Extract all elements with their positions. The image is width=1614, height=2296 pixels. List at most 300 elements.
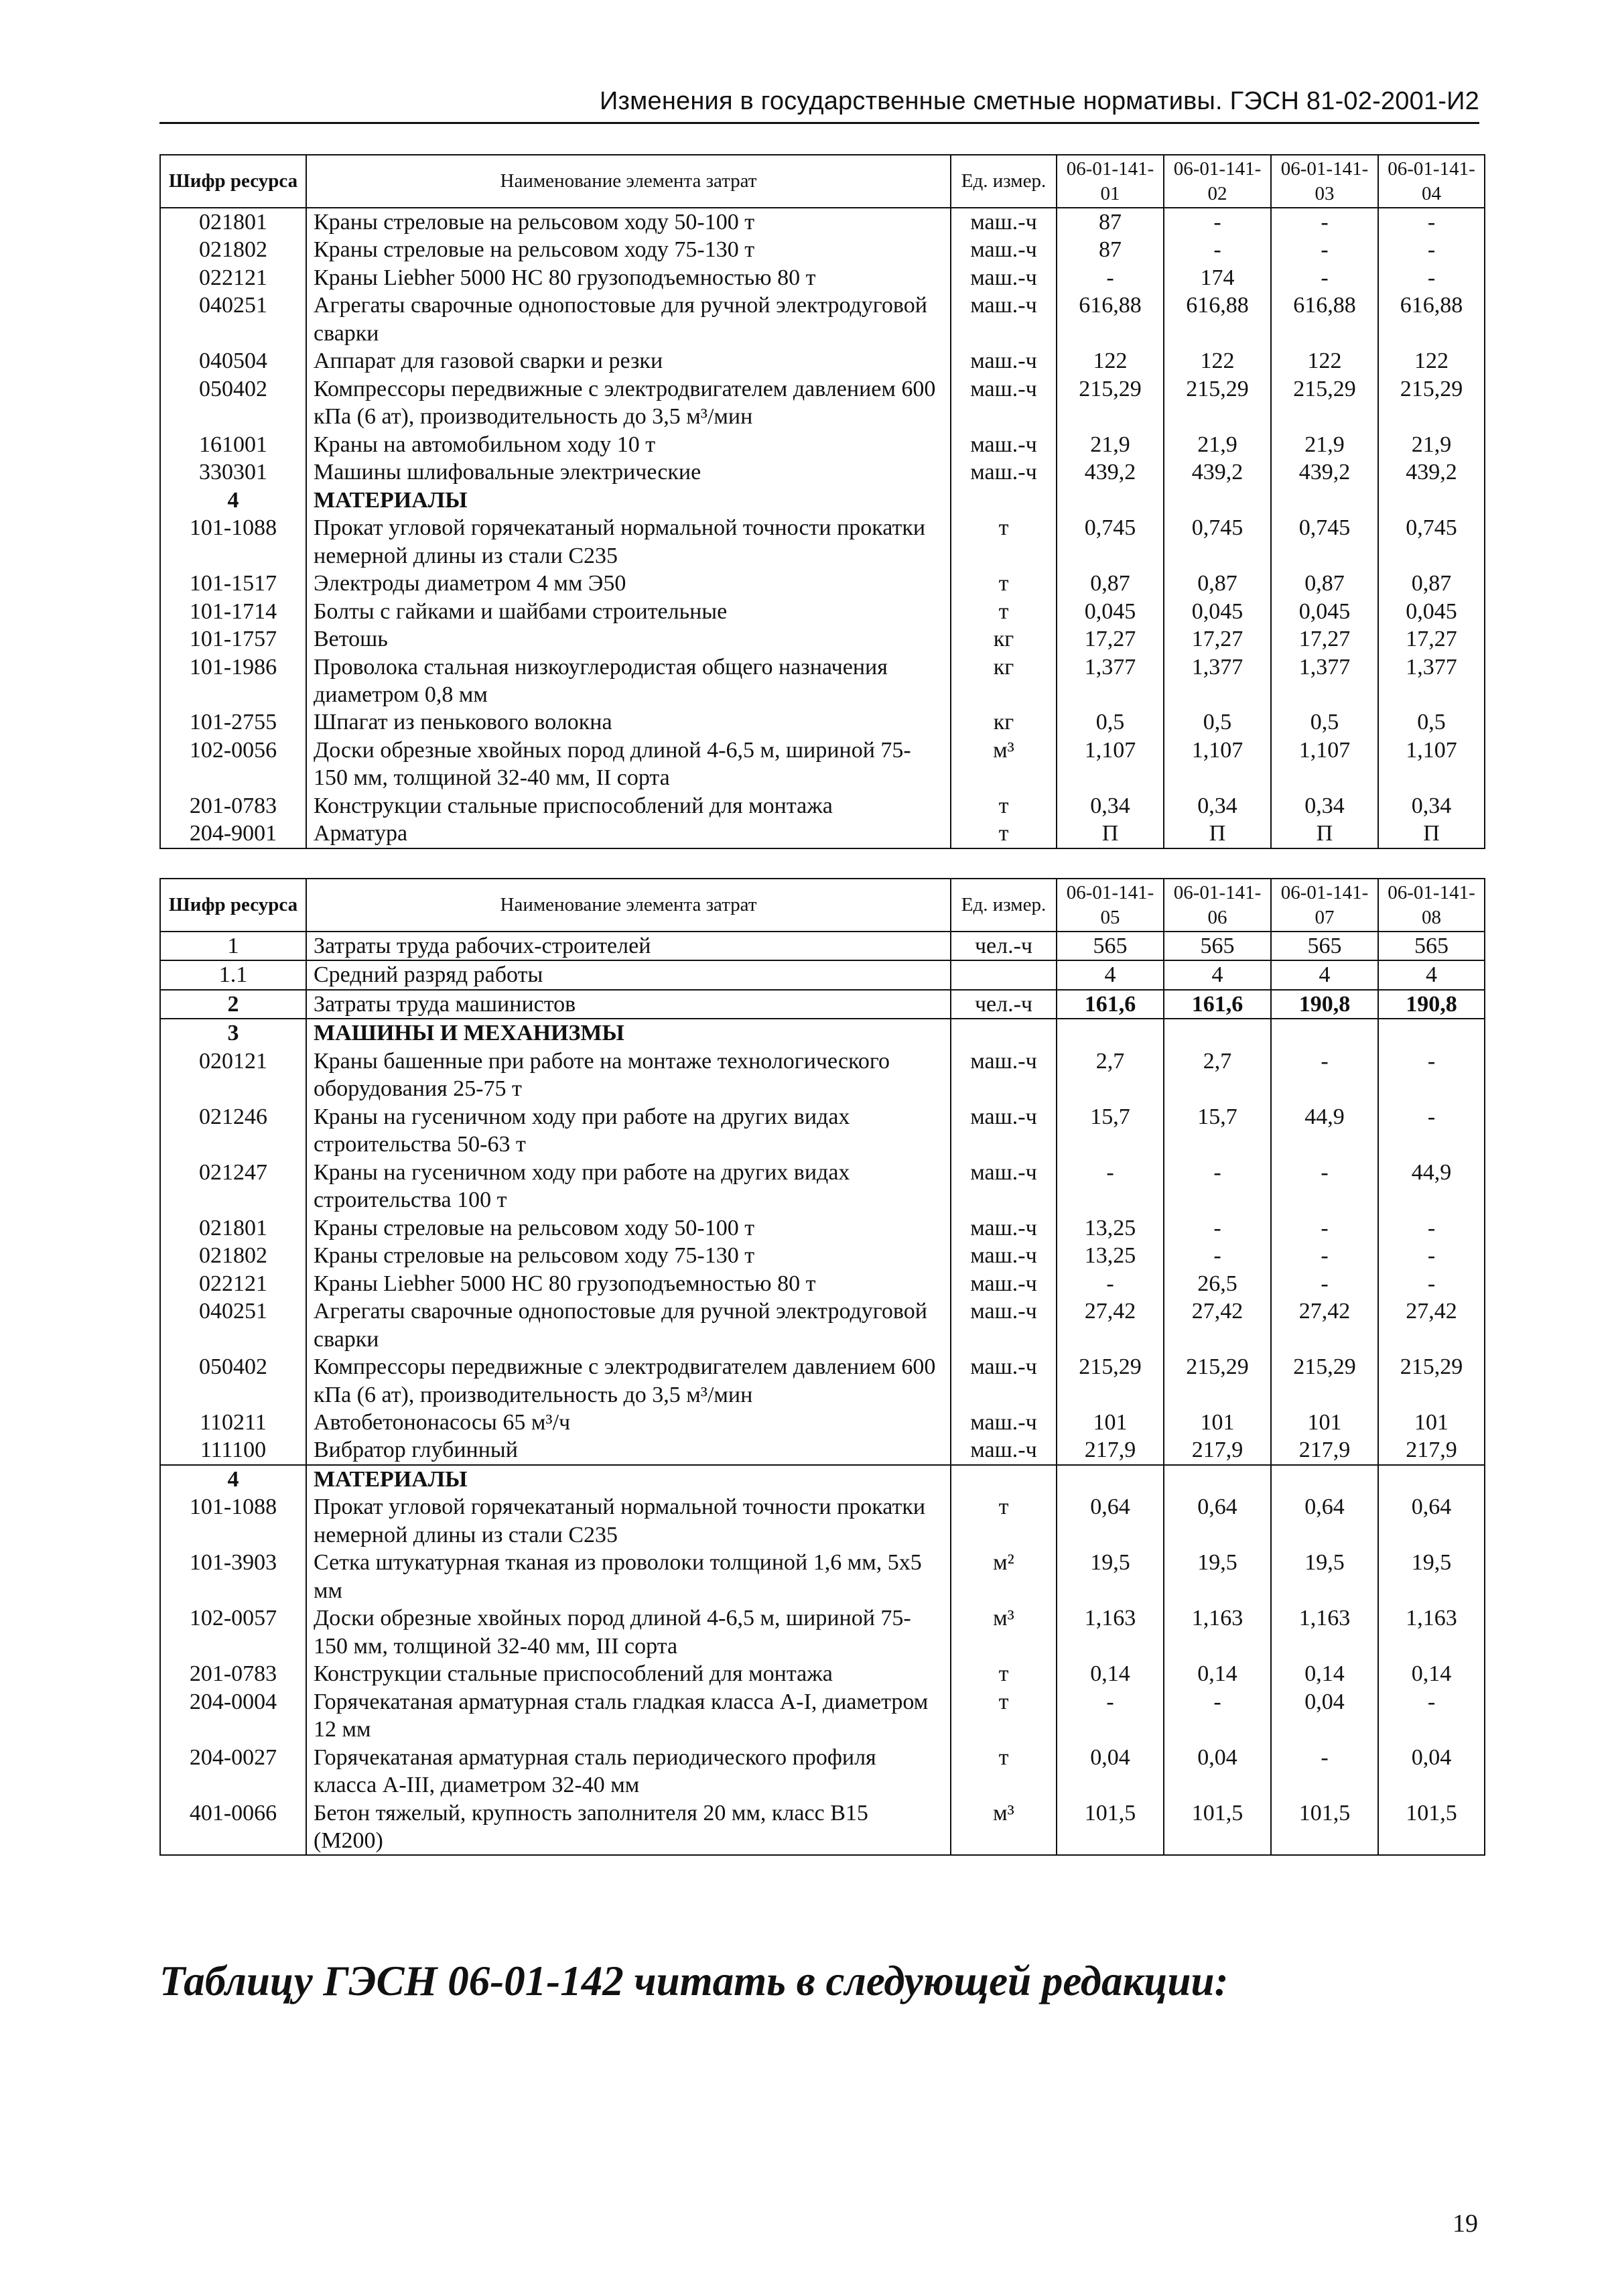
resource-code-cell: 204-9001 — [160, 820, 306, 848]
value-cell: 122 — [1271, 347, 1378, 375]
resource-name-cell: Краны Liebher 5000 НС 80 грузоподъемностью 80 т — [306, 1270, 951, 1297]
resource-name-cell: Краны стреловые на рельсовом ходу 50-100 т — [306, 1214, 951, 1242]
table-row — [160, 1744, 1485, 1799]
value-cell: 4 — [1271, 960, 1378, 989]
unit-cell: маш.-ч — [951, 375, 1057, 431]
value-cell: 215,29 — [1164, 1353, 1271, 1409]
unit-cell: маш.-ч — [951, 1103, 1057, 1159]
unit-cell: т — [951, 598, 1057, 625]
value-cell: 13,25 — [1057, 1214, 1164, 1242]
value-cell: 1,107 — [1271, 737, 1378, 792]
resource-name-cell: Краны стреловые на рельсовом ходу 75-130 т — [306, 1242, 951, 1269]
value-cell: - — [1378, 236, 1485, 263]
table-row — [160, 570, 1485, 597]
unit-cell: маш.-ч — [951, 1047, 1057, 1103]
value-cell: 26,5 — [1164, 1270, 1271, 1297]
value-cell: 0,045 — [1164, 598, 1271, 625]
resource-code-cell: 021802 — [160, 236, 306, 263]
value-cell: 101,5 — [1378, 1799, 1485, 1856]
resource-code-cell: 4 — [160, 487, 306, 514]
value-cell: 4 — [1378, 960, 1485, 989]
unit-cell — [951, 1019, 1057, 1047]
table-row — [160, 1297, 1485, 1353]
value-cell: 101,5 — [1057, 1799, 1164, 1856]
table-row — [160, 1493, 1485, 1549]
unit-cell: т — [951, 570, 1057, 597]
value-cell: П — [1378, 820, 1485, 848]
unit-cell: маш.-ч — [951, 1242, 1057, 1269]
unit-cell: маш.-ч — [951, 431, 1057, 458]
value-cell: 217,9 — [1378, 1436, 1485, 1464]
column-header: 06-01-141-05 — [1057, 879, 1164, 932]
value-cell: 215,29 — [1271, 1353, 1378, 1409]
value-cell: - — [1271, 236, 1378, 263]
section-row — [160, 487, 1485, 514]
resource-code-cell: 101-1517 — [160, 570, 306, 597]
column-header: Наименование элемента затрат — [306, 879, 951, 932]
value-cell: 174 — [1164, 264, 1271, 292]
table-row — [160, 1660, 1485, 1687]
resource-code-cell: 021802 — [160, 1242, 306, 1269]
value-cell: 616,88 — [1378, 292, 1485, 347]
unit-cell: м³ — [951, 1604, 1057, 1660]
value-cell: 616,88 — [1057, 292, 1164, 347]
resource-name-cell: Арматура — [306, 820, 951, 848]
value-cell: 17,27 — [1057, 625, 1164, 653]
table-row — [160, 990, 1485, 1019]
value-cell: 17,27 — [1378, 625, 1485, 653]
table-row — [160, 458, 1485, 486]
resource-code-cell: 201-0783 — [160, 792, 306, 820]
value-cell: 19,5 — [1271, 1549, 1378, 1604]
table-row — [160, 960, 1485, 989]
resource-code-cell: 204-0004 — [160, 1688, 306, 1744]
resource-code-cell: 021801 — [160, 1214, 306, 1242]
resource-name-cell: МАТЕРИАЛЫ — [306, 1465, 951, 1493]
resource-name-cell: Краны Liebher 5000 НС 80 грузоподъемностью 80 т — [306, 264, 951, 292]
value-cell: 217,9 — [1271, 1436, 1378, 1464]
value-cell: 17,27 — [1271, 625, 1378, 653]
resource-name-cell: Доски обрезные хвойных пород длиной 4-6,5 м, шириной 75-150 мм, толщиной 32-40 мм, III сорта — [306, 1604, 951, 1660]
value-cell: 439,2 — [1057, 458, 1164, 486]
resource-name-cell: Средний разряд работы — [306, 960, 951, 989]
section-heading: Таблицу ГЭСН 06-01-142 читать в следующей редакции: — [159, 1958, 1229, 2004]
resource-code-cell: 3 — [160, 1019, 306, 1047]
unit-cell: т — [951, 792, 1057, 820]
unit-cell: т — [951, 1688, 1057, 1744]
resource-code-cell: 040504 — [160, 347, 306, 375]
value-cell: 0,04 — [1057, 1744, 1164, 1799]
value-cell: - — [1057, 1270, 1164, 1297]
unit-cell — [951, 960, 1057, 989]
section-row — [160, 1465, 1485, 1493]
value-cell: 4 — [1164, 960, 1271, 989]
value-cell: 1,377 — [1164, 653, 1271, 709]
unit-cell: м³ — [951, 1799, 1057, 1856]
unit-cell: маш.-ч — [951, 458, 1057, 486]
table-row — [160, 708, 1485, 736]
unit-cell: маш.-ч — [951, 292, 1057, 347]
value-cell: 616,88 — [1271, 292, 1378, 347]
value-cell — [1164, 487, 1271, 514]
resource-name-cell: Проволока стальная низкоуглеродистая общего назначения диаметром 0,8 мм — [306, 653, 951, 709]
value-cell — [1057, 487, 1164, 514]
unit-cell — [951, 487, 1057, 514]
resource-code-cell: 101-2755 — [160, 708, 306, 736]
value-cell: 0,87 — [1164, 570, 1271, 597]
value-cell: 17,27 — [1164, 625, 1271, 653]
resource-code-cell: 020121 — [160, 1047, 306, 1103]
value-cell — [1164, 1465, 1271, 1493]
value-cell: 1,107 — [1164, 737, 1271, 792]
value-cell: П — [1271, 820, 1378, 848]
resource-name-cell: Компрессоры передвижные с электродвигателем давлением 600 кПа (6 ат), производительность до 3,5 м³/мин — [306, 1353, 951, 1409]
table-header-row — [160, 879, 1485, 932]
column-header: Наименование элемента затрат — [306, 155, 951, 208]
table-row — [160, 1604, 1485, 1660]
value-cell: 0,045 — [1378, 598, 1485, 625]
table-header-row — [160, 155, 1485, 208]
value-cell: 161,6 — [1164, 990, 1271, 1019]
resource-name-cell: Горячекатаная арматурная сталь периодического профиля класса А-III, диаметром 32-40 мм — [306, 1744, 951, 1799]
value-cell — [1378, 1019, 1485, 1047]
column-header: Ед. измер. — [951, 879, 1057, 932]
value-cell: 2,7 — [1057, 1047, 1164, 1103]
unit-cell: маш.-ч — [951, 1214, 1057, 1242]
value-cell — [1057, 1019, 1164, 1047]
value-cell: 0,045 — [1271, 598, 1378, 625]
resource-code-cell: 2 — [160, 990, 306, 1019]
resource-name-cell: Аппарат для газовой сварки и резки — [306, 347, 951, 375]
value-cell: 439,2 — [1378, 458, 1485, 486]
value-cell: 215,29 — [1057, 375, 1164, 431]
resource-name-cell: Краны на гусеничном ходу при работе на других видах строительства 100 т — [306, 1159, 951, 1214]
unit-cell: т — [951, 1744, 1057, 1799]
value-cell: 0,745 — [1057, 514, 1164, 570]
value-cell: - — [1378, 264, 1485, 292]
value-cell: 122 — [1378, 347, 1485, 375]
value-cell: 4 — [1057, 960, 1164, 989]
unit-cell: маш.-ч — [951, 1270, 1057, 1297]
value-cell: - — [1164, 236, 1271, 263]
table-row — [160, 737, 1485, 792]
value-cell: - — [1164, 1688, 1271, 1744]
value-cell: 0,87 — [1271, 570, 1378, 597]
value-cell — [1057, 1465, 1164, 1493]
value-cell — [1271, 1019, 1378, 1047]
resource-name-cell: Автобетононасосы 65 м³/ч — [306, 1409, 951, 1436]
table-row — [160, 292, 1485, 347]
table-row — [160, 1242, 1485, 1269]
table-row — [160, 1409, 1485, 1436]
resource-name-cell: Краны на автомобильном ходу 10 т — [306, 431, 951, 458]
unit-cell: маш.-ч — [951, 1353, 1057, 1409]
table-body — [160, 208, 1485, 848]
resource-code-cell: 021247 — [160, 1159, 306, 1214]
value-cell: 1,163 — [1057, 1604, 1164, 1660]
value-cell: 101,5 — [1164, 1799, 1271, 1856]
table-row — [160, 431, 1485, 458]
value-cell: 0,5 — [1057, 708, 1164, 736]
value-cell: 439,2 — [1271, 458, 1378, 486]
unit-cell: маш.-ч — [951, 1409, 1057, 1436]
value-cell: 27,42 — [1057, 1297, 1164, 1353]
resource-name-cell: Краны стреловые на рельсовом ходу 75-130 т — [306, 236, 951, 263]
resource-code-cell: 102-0057 — [160, 1604, 306, 1660]
value-cell: 190,8 — [1378, 990, 1485, 1019]
resource-code-cell: 110211 — [160, 1409, 306, 1436]
resource-code-cell: 021246 — [160, 1103, 306, 1159]
resource-name-cell: Краны стреловые на рельсовом ходу 50-100 т — [306, 208, 951, 236]
resource-table-141-01-04 — [159, 154, 1485, 849]
value-cell: 44,9 — [1378, 1159, 1485, 1214]
table-row — [160, 208, 1485, 236]
unit-cell: кг — [951, 653, 1057, 709]
table-row — [160, 1214, 1485, 1242]
unit-cell: чел.-ч — [951, 932, 1057, 960]
resource-code-cell: 204-0027 — [160, 1744, 306, 1799]
value-cell — [1271, 487, 1378, 514]
value-cell — [1271, 1465, 1378, 1493]
resource-code-cell: 022121 — [160, 1270, 306, 1297]
resource-code-cell: 401-0066 — [160, 1799, 306, 1856]
value-cell: 87 — [1057, 208, 1164, 236]
unit-cell: маш.-ч — [951, 347, 1057, 375]
resource-name-cell: Машины шлифовальные электрические — [306, 458, 951, 486]
resource-name-cell: Бетон тяжелый, крупность заполнителя 20 мм, класс В15 (М200) — [306, 1799, 951, 1856]
value-cell: 215,29 — [1164, 375, 1271, 431]
unit-cell: маш.-ч — [951, 208, 1057, 236]
table-row — [160, 653, 1485, 709]
table-row — [160, 264, 1485, 292]
column-header: Шифр ресурса — [160, 155, 306, 208]
resource-name-cell: Краны на гусеничном ходу при работе на других видах строительства 50-63 т — [306, 1103, 951, 1159]
value-cell: 0,045 — [1057, 598, 1164, 625]
resource-name-cell: Сетка штукатурная тканая из проволоки толщиной 1,6 мм, 5х5 мм — [306, 1549, 951, 1604]
value-cell: 27,42 — [1164, 1297, 1271, 1353]
value-cell: 21,9 — [1271, 431, 1378, 458]
resource-name-cell: МАТЕРИАЛЫ — [306, 487, 951, 514]
value-cell: 161,6 — [1057, 990, 1164, 1019]
resource-code-cell: 102-0056 — [160, 737, 306, 792]
resource-name-cell: МАШИНЫ И МЕХАНИЗМЫ — [306, 1019, 951, 1047]
resource-code-cell: 101-1986 — [160, 653, 306, 709]
resource-code-cell: 161001 — [160, 431, 306, 458]
value-cell: 0,87 — [1378, 570, 1485, 597]
unit-cell: маш.-ч — [951, 1159, 1057, 1214]
value-cell: 0,87 — [1057, 570, 1164, 597]
value-cell: 565 — [1057, 932, 1164, 960]
resource-name-cell: Агрегаты сварочные однопостовые для ручной электродуговой сварки — [306, 1297, 951, 1353]
value-cell: - — [1378, 1103, 1485, 1159]
column-header: Шифр ресурса — [160, 879, 306, 932]
value-cell: 0,34 — [1378, 792, 1485, 820]
unit-cell: маш.-ч — [951, 1297, 1057, 1353]
value-cell: 0,04 — [1378, 1744, 1485, 1799]
value-cell: 565 — [1164, 932, 1271, 960]
value-cell: 0,34 — [1271, 792, 1378, 820]
value-cell: 217,9 — [1164, 1436, 1271, 1464]
value-cell: - — [1271, 208, 1378, 236]
table-row — [160, 1103, 1485, 1159]
table-row — [160, 1159, 1485, 1214]
value-cell: 0,745 — [1164, 514, 1271, 570]
resource-name-cell: Конструкции стальные приспособлений для монтажа — [306, 1660, 951, 1687]
value-cell: - — [1271, 1214, 1378, 1242]
value-cell: 21,9 — [1164, 431, 1271, 458]
unit-cell: маш.-ч — [951, 264, 1057, 292]
value-cell: 19,5 — [1057, 1549, 1164, 1604]
value-cell: - — [1378, 1214, 1485, 1242]
column-header: 06-01-141-08 — [1378, 879, 1485, 932]
value-cell: 13,25 — [1057, 1242, 1164, 1269]
table-row — [160, 375, 1485, 431]
value-cell: - — [1057, 264, 1164, 292]
value-cell: 87 — [1057, 236, 1164, 263]
unit-cell: маш.-ч — [951, 1436, 1057, 1464]
table-row — [160, 347, 1485, 375]
value-cell: 21,9 — [1057, 431, 1164, 458]
resource-name-cell: Компрессоры передвижные с электродвигателем давлением 600 кПа (6 ат), производительность до 3,5 м³/мин — [306, 375, 951, 431]
column-header: 06-01-141-01 — [1057, 155, 1164, 208]
value-cell: 0,745 — [1271, 514, 1378, 570]
value-cell: 101 — [1057, 1409, 1164, 1436]
table-row — [160, 598, 1485, 625]
resource-code-cell: 111100 — [160, 1436, 306, 1464]
value-cell: - — [1378, 208, 1485, 236]
resource-code-cell: 040251 — [160, 1297, 306, 1353]
value-cell: 565 — [1271, 932, 1378, 960]
unit-cell: м² — [951, 1549, 1057, 1604]
value-cell: 215,29 — [1378, 375, 1485, 431]
value-cell: 44,9 — [1271, 1103, 1378, 1159]
value-cell: 1,163 — [1164, 1604, 1271, 1660]
section-row — [160, 1019, 1485, 1047]
table-row — [160, 1353, 1485, 1409]
table-row — [160, 625, 1485, 653]
table-row — [160, 1688, 1485, 1744]
column-header: 06-01-141-06 — [1164, 879, 1271, 932]
column-header: Ед. измер. — [951, 155, 1057, 208]
unit-cell: м³ — [951, 737, 1057, 792]
resource-name-cell: Затраты труда машинистов — [306, 990, 951, 1019]
value-cell: 122 — [1057, 347, 1164, 375]
value-cell: 1,163 — [1378, 1604, 1485, 1660]
running-header — [159, 80, 1479, 124]
value-cell: - — [1271, 1159, 1378, 1214]
column-header: 06-01-141-07 — [1271, 879, 1378, 932]
value-cell — [1378, 487, 1485, 514]
unit-cell: т — [951, 1660, 1057, 1687]
value-cell: 1,107 — [1378, 737, 1485, 792]
value-cell: 101 — [1164, 1409, 1271, 1436]
value-cell: 19,5 — [1378, 1549, 1485, 1604]
value-cell: 0,64 — [1271, 1493, 1378, 1549]
resource-code-cell: 040251 — [160, 292, 306, 347]
value-cell: 0,14 — [1057, 1660, 1164, 1687]
value-cell: 27,42 — [1271, 1297, 1378, 1353]
resource-name-cell: Конструкции стальные приспособлений для монтажа — [306, 792, 951, 820]
resource-code-cell: 1.1 — [160, 960, 306, 989]
column-header: 06-01-141-02 — [1164, 155, 1271, 208]
unit-cell: т — [951, 1493, 1057, 1549]
value-cell: 215,29 — [1271, 375, 1378, 431]
table-row — [160, 236, 1485, 263]
value-cell: 0,14 — [1378, 1660, 1485, 1687]
value-cell: 1,377 — [1271, 653, 1378, 709]
value-cell: 19,5 — [1164, 1549, 1271, 1604]
value-cell: 15,7 — [1164, 1103, 1271, 1159]
resource-code-cell: 101-1088 — [160, 1493, 306, 1549]
resource-code-cell: 021801 — [160, 208, 306, 236]
running-header-title: Изменения в государственные сметные нормативы. ГЭСН 81-02-2001-И2 — [600, 87, 1479, 115]
resource-name-cell: Вибратор глубинный — [306, 1436, 951, 1464]
value-cell: 616,88 — [1164, 292, 1271, 347]
page-number: 19 — [1453, 2210, 1478, 2238]
unit-cell — [951, 1465, 1057, 1493]
unit-cell: т — [951, 514, 1057, 570]
value-cell: 1,163 — [1271, 1604, 1378, 1660]
value-cell — [1378, 1465, 1485, 1493]
table-row — [160, 1270, 1485, 1297]
value-cell: П — [1057, 820, 1164, 848]
value-cell: 0,14 — [1271, 1660, 1378, 1687]
value-cell: 0,5 — [1164, 708, 1271, 736]
value-cell: - — [1271, 1047, 1378, 1103]
value-cell: П — [1164, 820, 1271, 848]
column-header: 06-01-141-04 — [1378, 155, 1485, 208]
value-cell: 21,9 — [1378, 431, 1485, 458]
resource-name-cell: Затраты труда рабочих-строителей — [306, 932, 951, 960]
value-cell: - — [1057, 1159, 1164, 1214]
value-cell: 1,377 — [1057, 653, 1164, 709]
value-cell: 1,107 — [1057, 737, 1164, 792]
resource-code-cell: 4 — [160, 1465, 306, 1493]
value-cell: - — [1164, 1214, 1271, 1242]
resource-code-cell: 330301 — [160, 458, 306, 486]
value-cell: 0,5 — [1271, 708, 1378, 736]
value-cell: 101,5 — [1271, 1799, 1378, 1856]
value-cell: 122 — [1164, 347, 1271, 375]
value-cell: - — [1271, 1270, 1378, 1297]
value-cell: 565 — [1378, 932, 1485, 960]
value-cell: - — [1378, 1688, 1485, 1744]
resource-name-cell: Ветошь — [306, 625, 951, 653]
unit-cell: чел.-ч — [951, 990, 1057, 1019]
value-cell: 0,04 — [1164, 1744, 1271, 1799]
value-cell: - — [1378, 1270, 1485, 1297]
resource-code-cell: 201-0783 — [160, 1660, 306, 1687]
table-row — [160, 1047, 1485, 1103]
resource-name-cell: Горячекатаная арматурная сталь гладкая класса А-I, диаметром 12 мм — [306, 1688, 951, 1744]
value-cell: 190,8 — [1271, 990, 1378, 1019]
value-cell: 2,7 — [1164, 1047, 1271, 1103]
resource-table-141-05-08 — [159, 878, 1485, 1856]
value-cell: 217,9 — [1057, 1436, 1164, 1464]
resource-code-cell: 1 — [160, 932, 306, 960]
unit-cell: т — [951, 820, 1057, 848]
value-cell: 0,64 — [1378, 1493, 1485, 1549]
value-cell: 0,745 — [1378, 514, 1485, 570]
value-cell: 0,04 — [1271, 1688, 1378, 1744]
value-cell: - — [1271, 1242, 1378, 1269]
table-row — [160, 514, 1485, 570]
resource-name-cell: Шпагат из пенькового волокна — [306, 708, 951, 736]
resource-name-cell: Прокат угловой горячекатаный нормальной точности прокатки немерной длины из стали С235 — [306, 514, 951, 570]
table-row — [160, 1436, 1485, 1464]
value-cell: 27,42 — [1378, 1297, 1485, 1353]
value-cell: 101 — [1378, 1409, 1485, 1436]
